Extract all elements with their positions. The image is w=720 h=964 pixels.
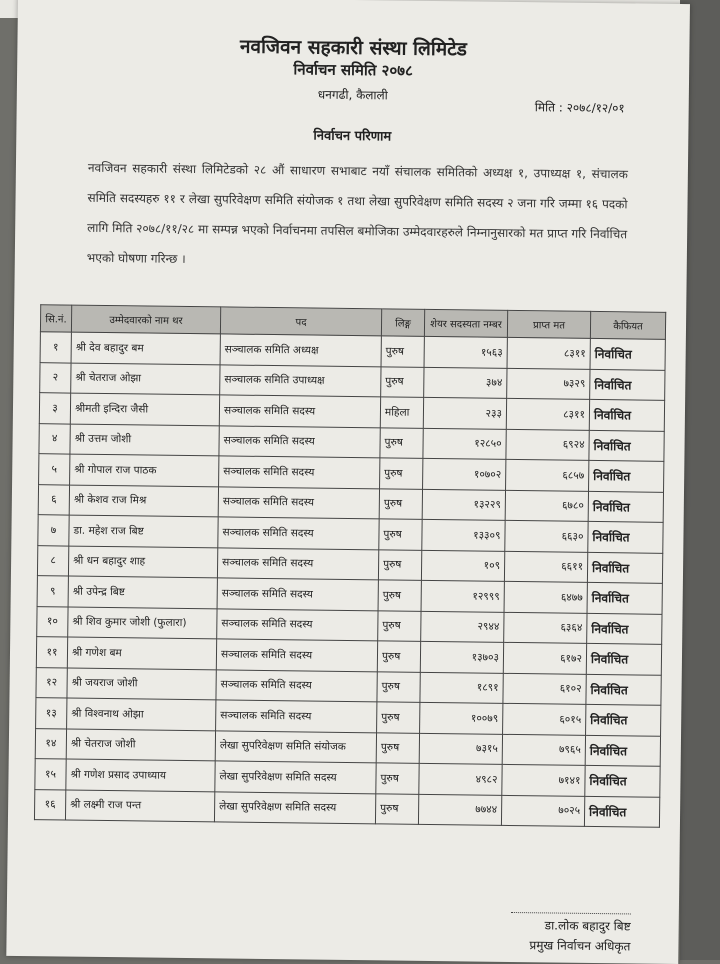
- header-remarks: कैफियत: [590, 311, 665, 339]
- row-sn: १२: [36, 667, 67, 698]
- result: निर्वाचित: [590, 338, 665, 369]
- table-row: [34, 789, 659, 827]
- result: निर्वाचित: [585, 765, 660, 796]
- votes-received: ६६११: [504, 551, 587, 583]
- candidate-name: श्री उपेन्द्र बिष्ट: [68, 576, 217, 608]
- candidate-name: श्री शिव कुमार जोशी (फुलारा): [68, 607, 217, 639]
- member-number: १०७०२: [423, 458, 506, 490]
- member-number: ४९८२: [419, 763, 502, 795]
- document-date: मिति : २०७८/१२/०१: [534, 100, 625, 116]
- candidate-name: श्री गणेश प्रसाद उपाध्याय: [66, 759, 215, 791]
- member-number: ७७४४: [418, 794, 501, 826]
- votes-received: ६३६४: [504, 612, 587, 644]
- post: सञ्चालक समिति सदस्य: [216, 639, 377, 671]
- header-votes: प्राप्त मत: [507, 310, 590, 338]
- candidate-name: श्री गणेश बम: [67, 637, 216, 669]
- row-sn: १: [40, 332, 71, 363]
- post: सञ्चालक समिति सदस्य: [217, 608, 378, 640]
- candidate-name: श्रीमती इन्दिरा जैसी: [70, 393, 219, 425]
- member-number: १३३०९: [422, 519, 505, 551]
- document-page: [6, 0, 690, 964]
- result: निर्वाचित: [586, 704, 661, 735]
- signature-line: [511, 912, 631, 914]
- member-number: १३२२९: [422, 489, 505, 521]
- member-number: १५६३: [424, 336, 507, 368]
- header-post: पद: [220, 307, 381, 336]
- committee-name: निर्वाचन समिति २०७८: [293, 60, 413, 80]
- member-number: १०९: [421, 550, 504, 582]
- gender: पुरुष: [376, 763, 419, 794]
- votes-received: ६९२४: [506, 429, 589, 461]
- votes-received: ६६३०: [505, 520, 588, 552]
- candidate-name: श्री विश्वनाथ ओझा: [67, 698, 216, 730]
- signatory-name: डा.लोक बहादुर बिष्ट: [544, 918, 631, 934]
- header-gender: लिङ्ग: [381, 309, 424, 337]
- result: निर्वाचित: [585, 735, 660, 766]
- row-sn: २: [40, 362, 71, 393]
- post: सञ्चालक समिति सदस्य: [218, 486, 379, 518]
- post: सञ्चालक समिति अध्यक्ष: [220, 334, 381, 366]
- post: सञ्चालक समिति सदस्य: [219, 395, 380, 427]
- candidate-name: श्री गोपाल राज पाठक: [70, 454, 219, 486]
- signatory-title: प्रमुख निर्वाचन अधिकृत: [529, 938, 631, 954]
- post: सञ्चालक समिति उपाध्यक्ष: [220, 364, 381, 396]
- header-sn: सि.नं.: [40, 305, 71, 332]
- gender: पुरुष: [380, 427, 423, 458]
- result: निर्वाचित: [587, 613, 662, 644]
- member-number: १८९१: [420, 672, 503, 704]
- gender: पुरुष: [381, 366, 424, 397]
- row-sn: ८: [37, 545, 68, 576]
- row-sn: १४: [35, 728, 66, 759]
- candidate-name: श्री धन बहादुर शाह: [68, 546, 217, 578]
- candidate-name: श्री चेतराज ओझा: [71, 363, 220, 395]
- organization-name: नवजिवन सहकारी संस्था लिमिटेड: [239, 35, 468, 61]
- post: सञ्चालक समिति सदस्य: [218, 517, 379, 549]
- header-name: उम्मेदवारको नाम थर: [71, 305, 220, 334]
- member-number: ३७४: [424, 367, 507, 399]
- row-sn: ३: [39, 393, 70, 424]
- candidate-name: श्री जयराज जोशी: [67, 668, 216, 700]
- results-table: [34, 304, 666, 828]
- votes-received: ६४७७: [504, 581, 587, 613]
- votes-received: ६१७२: [503, 642, 586, 674]
- result: निर्वाचित: [587, 552, 662, 583]
- gender: पुरुष: [378, 580, 421, 611]
- row-sn: ७: [38, 515, 69, 546]
- document-heading: निर्वाचन परिणाम: [313, 128, 392, 145]
- candidate-name: श्री चेतराज जोशी: [66, 729, 215, 761]
- gender: पुरुष: [379, 519, 422, 550]
- result: निर्वाचित: [588, 491, 663, 522]
- candidate-name: श्री लक्ष्मी राज पन्त: [65, 790, 214, 822]
- gender: महिला: [380, 397, 423, 428]
- header-member-no: शेयर सदस्यता नम्बर: [424, 309, 507, 337]
- gender: पुरुष: [375, 793, 418, 824]
- result: निर्वाचित: [589, 399, 664, 430]
- post: सञ्चालक समिति सदस्य: [219, 456, 380, 488]
- votes-received: ७१४१: [502, 764, 585, 796]
- row-sn: ११: [36, 637, 67, 668]
- votes-received: ८३११: [506, 398, 589, 430]
- post: लेखा सुपरिवेक्षण समिति संयोजक: [215, 730, 376, 762]
- result: निर्वाचित: [586, 674, 661, 705]
- votes-received: ६०१५: [503, 703, 586, 735]
- votes-received: ६८५७: [506, 459, 589, 491]
- votes-received: ६१०२: [503, 673, 586, 705]
- votes-received: ७९६५: [502, 734, 585, 766]
- gender: पुरुष: [377, 702, 420, 733]
- gender: पुरुष: [381, 336, 424, 367]
- post: सञ्चालक समिति सदस्य: [217, 578, 378, 610]
- candidate-name: श्री देव बहादुर बम: [71, 332, 220, 364]
- row-sn: १३: [36, 698, 67, 729]
- result: निर्वाचित: [589, 460, 664, 491]
- result: निर्वाचित: [589, 430, 664, 461]
- gender: पुरुष: [377, 671, 420, 702]
- candidate-name: डा. महेश राज बिष्ट: [69, 515, 218, 547]
- votes-received: ७३२९: [507, 368, 590, 400]
- votes-received: ७०२५: [501, 795, 584, 827]
- row-sn: १०: [37, 606, 68, 637]
- gender: पुरुष: [378, 610, 421, 641]
- votes-received: ८३११: [507, 337, 590, 369]
- member-number: २९४४: [421, 611, 504, 643]
- gender: पुरुष: [379, 488, 422, 519]
- votes-received: ६७८०: [505, 490, 588, 522]
- candidate-name: श्री केशव राज मिश्र: [69, 485, 218, 517]
- row-sn: ४: [39, 423, 70, 454]
- post: सञ्चालक समिति सदस्य: [216, 669, 377, 701]
- signature-block: [510, 912, 631, 956]
- announcement-paragraph: नवजिवन सहकारी संस्था लिमिटेडको २८ औं साधारण सभाबाट नयाँ संचालक समितिको अध्यक्ष १, उपाध्यक्ष १, संचालक समिति सदस्यहरु ११ र लेखा सुपरिवेक्षण समिति संयोजक १ तथा लेखा सुपरिवेक्षण समिति सदस्य २ जना गरि जम्मा १६ पदको लागि मिति २०७८/११/२८ मा सम्पन्न भएको निर्वाचनमा तपसिल बमोजिका उम्मेदवारहरुले निम्नानुसारको मत प्राप्त गरि निर्वाचित भएको घोषणा गरिन्छ ।: [86, 160, 628, 266]
- result: निर्वाचित: [586, 643, 661, 674]
- member-number: १२९९९: [421, 580, 504, 612]
- result: निर्वाचित: [587, 582, 662, 613]
- member-number: १००७९: [420, 702, 503, 734]
- gender: पुरुष: [378, 549, 421, 580]
- post: सञ्चालक समिति सदस्य: [216, 700, 377, 732]
- post: लेखा सुपरिवेक्षण समिति सदस्य: [214, 791, 375, 823]
- row-sn: ६: [38, 484, 69, 515]
- gender: पुरुष: [376, 732, 419, 763]
- gender: पुरुष: [377, 641, 420, 672]
- gender: पुरुष: [380, 458, 423, 489]
- post: लेखा सुपरिवेक्षण समिति सदस्य: [215, 761, 376, 793]
- member-number: २३३: [423, 397, 506, 429]
- result: निर्वाचित: [590, 369, 665, 400]
- post: सञ्चालक समिति सदस्य: [219, 425, 380, 457]
- member-number: ७३१५: [419, 733, 502, 765]
- row-sn: ९: [37, 576, 68, 607]
- row-sn: १५: [35, 759, 66, 790]
- row-sn: ५: [39, 454, 70, 485]
- result: निर्वाचित: [584, 796, 659, 827]
- place: धनगढी, कैलाली: [317, 87, 388, 103]
- row-sn: १६: [34, 789, 65, 820]
- member-number: १२८५०: [423, 428, 506, 460]
- candidate-name: श्री उत्तम जोशी: [70, 424, 219, 456]
- member-number: १३७०३: [420, 641, 503, 673]
- post: सञ्चालक समिति सदस्य: [217, 547, 378, 579]
- result: निर्वाचित: [588, 521, 663, 552]
